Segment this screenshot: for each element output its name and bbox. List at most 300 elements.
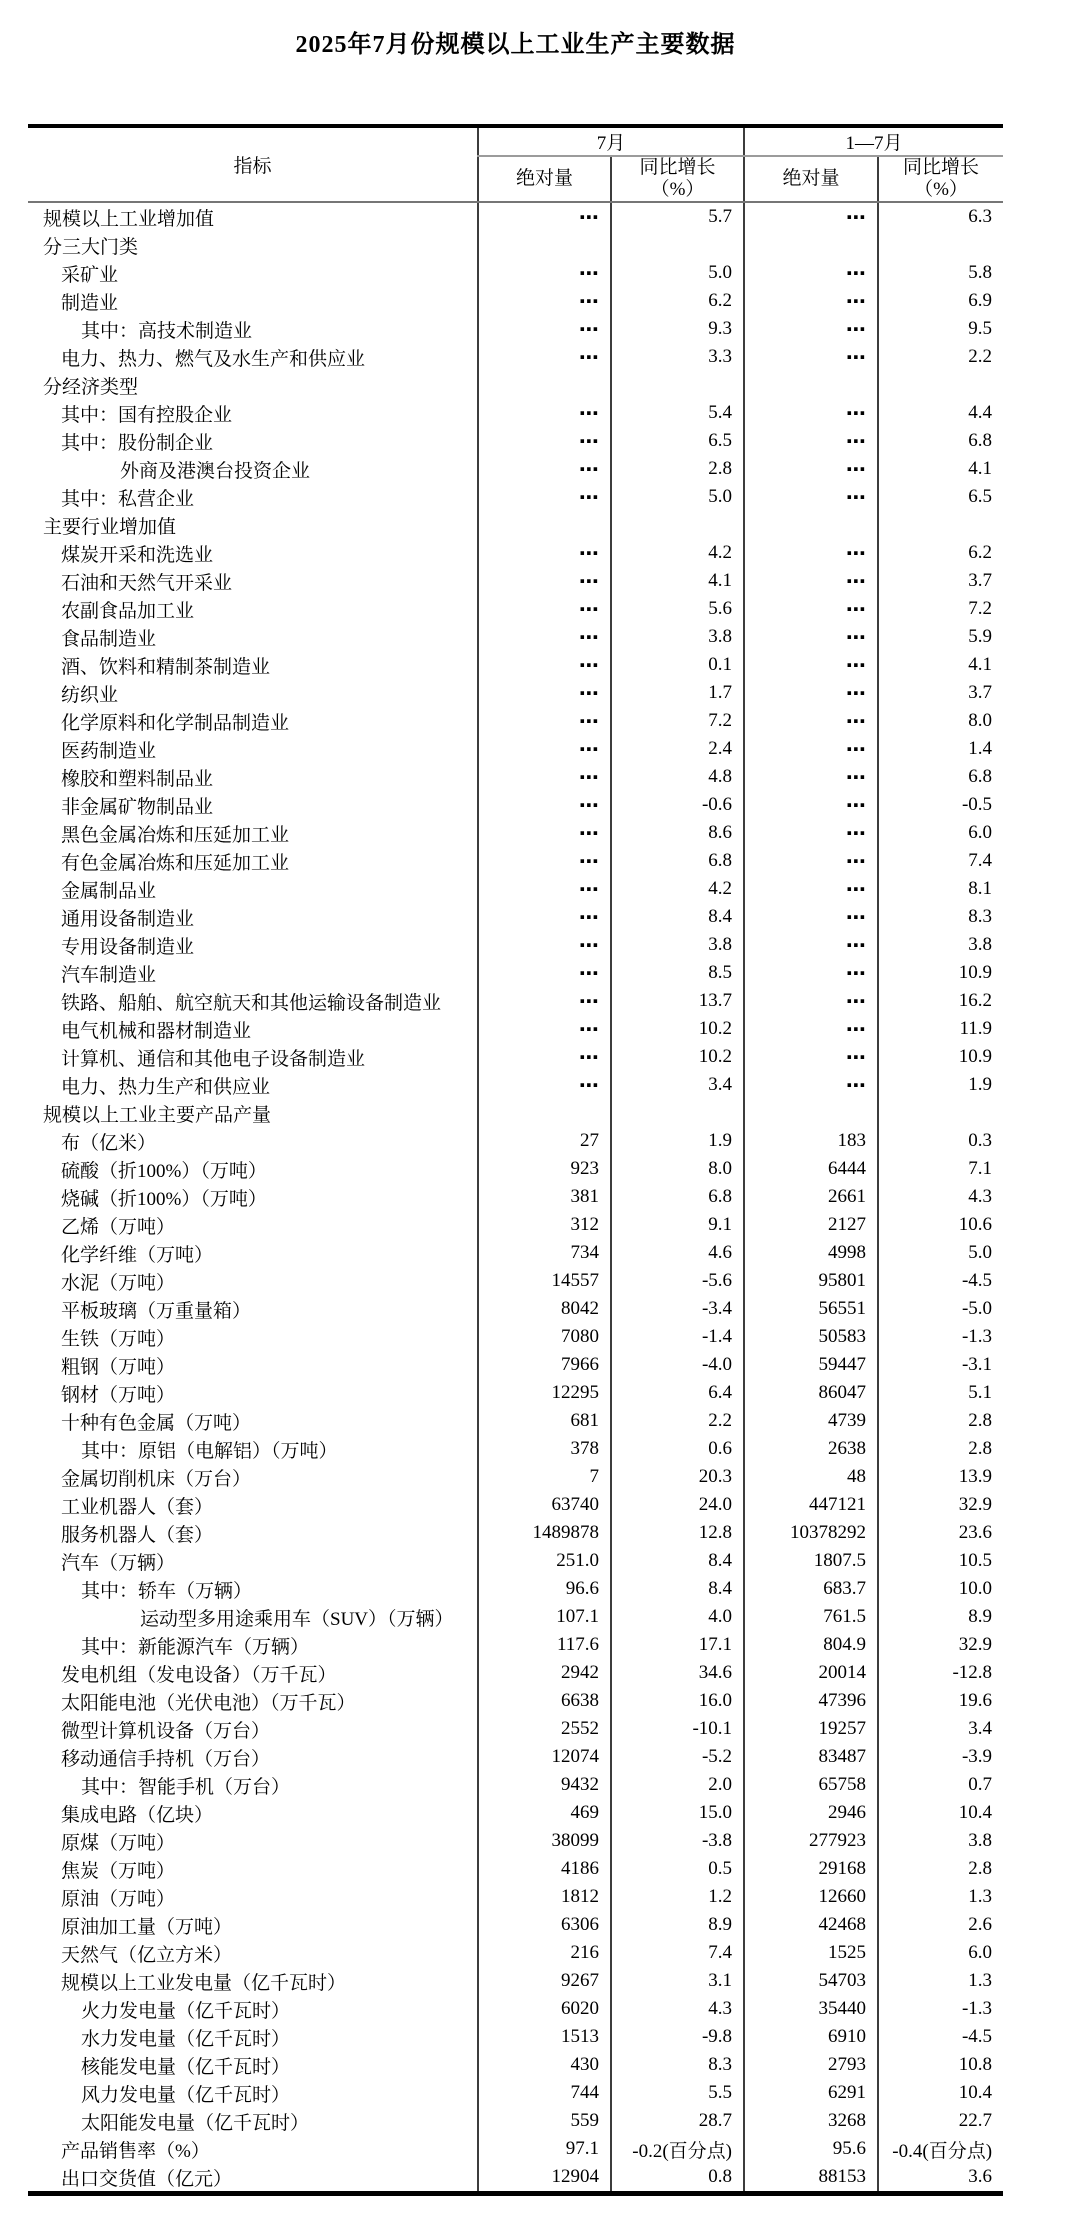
value-cell: 8.5 xyxy=(611,959,744,987)
value-cell: 10.0 xyxy=(878,1575,1003,1603)
table-row xyxy=(28,2107,1003,2135)
value-cell: 34.6 xyxy=(611,1659,744,1687)
value-cell: 65758 xyxy=(744,1771,878,1799)
table-row xyxy=(28,1379,1003,1407)
value-cell: 381 xyxy=(478,1183,611,1211)
table-row xyxy=(28,1407,1003,1435)
value-cell: 3.8 xyxy=(611,931,744,959)
value-cell: 4.1 xyxy=(878,455,1003,483)
value-cell: ⋯ xyxy=(744,399,878,427)
value-cell: 54703 xyxy=(744,1967,878,1995)
table-row xyxy=(28,371,1003,399)
value-cell: ⋯ xyxy=(478,483,611,511)
indicator-cell: 农副食品加工业 xyxy=(61,600,195,622)
header-cumulative-group: 1—7月 xyxy=(744,126,1003,156)
value-cell: ⋯ xyxy=(478,539,611,567)
value-cell: 430 xyxy=(478,2051,611,2079)
value-cell: -4.0 xyxy=(611,1351,744,1379)
value-cell: 5.0 xyxy=(878,1239,1003,1267)
value-cell: 4186 xyxy=(478,1855,611,1883)
value-cell: 13.9 xyxy=(878,1463,1003,1491)
table-row xyxy=(28,315,1003,343)
indicator-cell: 外商及港澳台投资企业 xyxy=(120,460,311,482)
table-row xyxy=(28,1183,1003,1211)
table-row xyxy=(28,1911,1003,1939)
indicator-cell: 制造业 xyxy=(61,292,119,314)
value-cell: ⋯ xyxy=(478,735,611,763)
value-cell: 3.1 xyxy=(611,1967,744,1995)
table-row xyxy=(28,1883,1003,1911)
table-row xyxy=(28,1043,1003,1071)
value-cell: 2793 xyxy=(744,2051,878,2079)
value-cell: 5.9 xyxy=(878,623,1003,651)
value-cell: 4.2 xyxy=(611,539,744,567)
value-cell: 4998 xyxy=(744,1239,878,1267)
indicator-cell: 其中：股份制企业 xyxy=(61,432,214,454)
value-cell: ⋯ xyxy=(744,875,878,903)
value-cell: -3.4 xyxy=(611,1295,744,1323)
value-cell: 15.0 xyxy=(611,1799,744,1827)
value-cell: -1.3 xyxy=(878,1323,1003,1351)
table-row xyxy=(28,1771,1003,1799)
value-cell: 5.5 xyxy=(611,2079,744,2107)
value-cell: 2.4 xyxy=(611,735,744,763)
value-cell xyxy=(478,511,611,539)
value-cell: 1489878 xyxy=(478,1519,611,1547)
indicator-cell: 集成电路（亿块） xyxy=(61,1804,214,1826)
value-cell: ⋯ xyxy=(744,707,878,735)
value-cell: 4.8 xyxy=(611,763,744,791)
table-row xyxy=(28,259,1003,287)
table-row xyxy=(28,763,1003,791)
table-body xyxy=(28,202,1003,2194)
value-cell: 8.1 xyxy=(878,875,1003,903)
value-cell: ⋯ xyxy=(478,1043,611,1071)
value-cell: 10.8 xyxy=(878,2051,1003,2079)
value-cell: ⋯ xyxy=(744,539,878,567)
table-row xyxy=(28,1855,1003,1883)
value-cell: 0.1 xyxy=(611,651,744,679)
header-yoy-line: 同比增长 xyxy=(639,157,716,178)
indicator-cell: 其中：高技术制造业 xyxy=(81,320,253,342)
table-row xyxy=(28,455,1003,483)
header-yoy-line: （%） xyxy=(914,179,968,200)
indicator-cell: 原煤（万吨） xyxy=(61,1832,176,1854)
value-cell: 9432 xyxy=(478,1771,611,1799)
value-cell: 10.6 xyxy=(878,1211,1003,1239)
value-cell: 35440 xyxy=(744,1995,878,2023)
value-cell: ⋯ xyxy=(744,427,878,455)
value-cell: ⋯ xyxy=(478,763,611,791)
value-cell: 88153 xyxy=(744,2163,878,2194)
value-cell: ⋯ xyxy=(478,343,611,371)
value-cell: 2127 xyxy=(744,1211,878,1239)
indicator-cell: 分经济类型 xyxy=(43,376,139,398)
value-cell: 2946 xyxy=(744,1799,878,1827)
table-row xyxy=(28,1323,1003,1351)
value-cell: 10.9 xyxy=(878,959,1003,987)
table-row xyxy=(28,1127,1003,1155)
value-cell: 48 xyxy=(744,1463,878,1491)
indicator-cell: 采矿业 xyxy=(61,264,119,286)
table-row xyxy=(28,399,1003,427)
value-cell xyxy=(611,1099,744,1127)
value-cell: ⋯ xyxy=(744,567,878,595)
value-cell: 59447 xyxy=(744,1351,878,1379)
indicator-cell: 金属制品业 xyxy=(61,880,157,902)
value-cell: 3.8 xyxy=(878,931,1003,959)
value-cell: 7 xyxy=(478,1463,611,1491)
table-row xyxy=(28,1267,1003,1295)
value-cell: 3.8 xyxy=(611,623,744,651)
value-cell: -3.8 xyxy=(611,1827,744,1855)
value-cell: -10.1 xyxy=(611,1715,744,1743)
indicator-cell: 非金属矿物制品业 xyxy=(61,796,214,818)
table-row xyxy=(28,202,1003,231)
value-cell xyxy=(744,371,878,399)
table-row xyxy=(28,679,1003,707)
value-cell: -5.6 xyxy=(611,1267,744,1295)
value-cell: 1807.5 xyxy=(744,1547,878,1575)
value-cell: 3.7 xyxy=(878,679,1003,707)
value-cell: 8.3 xyxy=(611,2051,744,2079)
value-cell: 8.9 xyxy=(878,1603,1003,1631)
indicator-cell: 水泥（万吨） xyxy=(61,1272,176,1294)
value-cell: 804.9 xyxy=(744,1631,878,1659)
value-cell: 3.6 xyxy=(878,2163,1003,2194)
value-cell: 95.6 xyxy=(744,2135,878,2163)
table-row xyxy=(28,1015,1003,1043)
indicator-cell: 工业机器人（套） xyxy=(61,1496,214,1518)
indicator-cell: 分三大门类 xyxy=(43,236,139,258)
value-cell: 14557 xyxy=(478,1267,611,1295)
value-cell: 27 xyxy=(478,1127,611,1155)
indicator-cell: 硫酸（折100%）（万吨） xyxy=(61,1160,267,1182)
value-cell: 2.8 xyxy=(878,1407,1003,1435)
indicator-cell: 计算机、通信和其他电子设备制造业 xyxy=(61,1048,366,1070)
indicator-cell: 太阳能电池（光伏电池）（万千瓦） xyxy=(61,1692,356,1714)
value-cell: 2.2 xyxy=(878,343,1003,371)
value-cell: ⋯ xyxy=(744,259,878,287)
indicator-cell: 微型计算机设备（万台） xyxy=(61,1720,271,1742)
table-row xyxy=(28,651,1003,679)
value-cell: 1525 xyxy=(744,1939,878,1967)
value-cell: ⋯ xyxy=(744,679,878,707)
value-cell: -3.1 xyxy=(878,1351,1003,1379)
value-cell: ⋯ xyxy=(744,987,878,1015)
value-cell: ⋯ xyxy=(478,707,611,735)
value-cell: 7080 xyxy=(478,1323,611,1351)
value-cell: 251.0 xyxy=(478,1547,611,1575)
value-cell: -3.9 xyxy=(878,1743,1003,1771)
value-cell: 469 xyxy=(478,1799,611,1827)
table-row xyxy=(28,1659,1003,1687)
value-cell: 3.7 xyxy=(878,567,1003,595)
value-cell: -4.5 xyxy=(878,1267,1003,1295)
value-cell: 2.0 xyxy=(611,1771,744,1799)
value-cell: 2552 xyxy=(478,1715,611,1743)
indicator-cell: 电气机械和器材制造业 xyxy=(61,1020,252,1042)
indicator-cell: 食品制造业 xyxy=(61,628,157,650)
value-cell xyxy=(744,231,878,259)
value-cell: 10.4 xyxy=(878,1799,1003,1827)
value-cell: 9267 xyxy=(478,1967,611,1995)
indicator-cell: 烧碱（折100%）（万吨） xyxy=(61,1188,267,1210)
value-cell: 19257 xyxy=(744,1715,878,1743)
value-cell: 6638 xyxy=(478,1687,611,1715)
value-cell: ⋯ xyxy=(744,202,878,231)
value-cell: 1.2 xyxy=(611,1883,744,1911)
value-cell: 6.8 xyxy=(878,763,1003,791)
value-cell: 10.4 xyxy=(878,2079,1003,2107)
indicator-cell: 有色金属冶炼和压延加工业 xyxy=(61,852,290,874)
value-cell: ⋯ xyxy=(744,287,878,315)
value-cell: ⋯ xyxy=(478,287,611,315)
value-cell: 3.8 xyxy=(878,1827,1003,1855)
value-cell: 4.0 xyxy=(611,1603,744,1631)
indicator-cell: 电力、热力、燃气及水生产和供应业 xyxy=(61,348,366,370)
value-cell: 32.9 xyxy=(878,1491,1003,1519)
indicator-cell: 其中：轿车（万辆） xyxy=(81,1580,253,1602)
value-cell: 378 xyxy=(478,1435,611,1463)
indicator-cell: 运动型多用途乘用车（SUV）（万辆） xyxy=(140,1608,454,1630)
table-row xyxy=(28,427,1003,455)
indicator-cell: 服务机器人（套） xyxy=(61,1524,214,1546)
value-cell: 7.2 xyxy=(878,595,1003,623)
value-cell: 107.1 xyxy=(478,1603,611,1631)
header-group-row xyxy=(28,126,1003,156)
value-cell: 63740 xyxy=(478,1491,611,1519)
value-cell: 16.0 xyxy=(611,1687,744,1715)
value-cell: 10.9 xyxy=(878,1043,1003,1071)
header-abs-month: 绝对量 xyxy=(478,156,611,202)
value-cell: 12660 xyxy=(744,1883,878,1911)
indicator-cell: 出口交货值（亿元） xyxy=(61,2168,233,2190)
value-cell: ⋯ xyxy=(478,987,611,1015)
value-cell xyxy=(611,511,744,539)
table-row xyxy=(28,707,1003,735)
value-cell: 10.2 xyxy=(611,1015,744,1043)
value-cell: 744 xyxy=(478,2079,611,2107)
value-cell: -1.4 xyxy=(611,1323,744,1351)
value-cell: 20014 xyxy=(744,1659,878,1687)
value-cell: 95801 xyxy=(744,1267,878,1295)
value-cell: 1.9 xyxy=(611,1127,744,1155)
header-abs-cumulative: 绝对量 xyxy=(744,156,878,202)
value-cell xyxy=(611,371,744,399)
page-title: 2025年7月份规模以上工业生产主要数据 xyxy=(295,32,736,58)
header-month-group: 7月 xyxy=(478,126,744,156)
value-cell: ⋯ xyxy=(744,931,878,959)
indicator-cell: 汽车制造业 xyxy=(61,964,157,986)
indicator-cell: 主要行业增加值 xyxy=(43,516,177,538)
table-row xyxy=(28,931,1003,959)
value-cell: -1.3 xyxy=(878,1995,1003,2023)
value-cell: 681 xyxy=(478,1407,611,1435)
value-cell: 6.5 xyxy=(878,483,1003,511)
value-cell: 7.4 xyxy=(878,847,1003,875)
table-row xyxy=(28,539,1003,567)
table-row xyxy=(28,1799,1003,1827)
value-cell: 13.7 xyxy=(611,987,744,1015)
indicator-cell: 酒、饮料和精制茶制造业 xyxy=(61,656,271,678)
value-cell: -0.2(百分点) xyxy=(611,2135,744,2163)
value-cell: 2661 xyxy=(744,1183,878,1211)
value-cell: 0.5 xyxy=(611,1855,744,1883)
value-cell: 47396 xyxy=(744,1687,878,1715)
value-cell: ⋯ xyxy=(478,399,611,427)
table-row xyxy=(28,1827,1003,1855)
value-cell: ⋯ xyxy=(744,791,878,819)
value-cell: 7.1 xyxy=(878,1155,1003,1183)
value-cell: 10378292 xyxy=(744,1519,878,1547)
indicator-cell: 天然气（亿立方米） xyxy=(61,1944,233,1966)
value-cell: 1.3 xyxy=(878,1883,1003,1911)
value-cell: 5.7 xyxy=(611,202,744,231)
value-cell: 6.2 xyxy=(611,287,744,315)
indicator-cell: 核能发电量（亿千瓦时） xyxy=(81,2056,291,2078)
value-cell: 24.0 xyxy=(611,1491,744,1519)
table-row xyxy=(28,1631,1003,1659)
value-cell: -9.8 xyxy=(611,2023,744,2051)
indicator-cell: 通用设备制造业 xyxy=(61,908,195,930)
indicator-cell: 水力发电量（亿千瓦时） xyxy=(81,2028,291,2050)
value-cell: 12904 xyxy=(478,2163,611,2194)
header-indicator: 指标 xyxy=(28,126,478,202)
value-cell: ⋯ xyxy=(478,455,611,483)
header-yoy-month xyxy=(611,156,744,202)
value-cell: 6.8 xyxy=(611,847,744,875)
table-row xyxy=(28,287,1003,315)
value-cell: ⋯ xyxy=(478,259,611,287)
value-cell: -12.8 xyxy=(878,1659,1003,1687)
table-row xyxy=(28,1575,1003,1603)
value-cell: 8.3 xyxy=(878,903,1003,931)
indicator-cell: 平板玻璃（万重量箱） xyxy=(61,1300,252,1322)
value-cell: ⋯ xyxy=(744,903,878,931)
value-cell: 42468 xyxy=(744,1911,878,1939)
value-cell: 2.8 xyxy=(878,1855,1003,1883)
value-cell: -0.6 xyxy=(611,791,744,819)
value-cell: 4.1 xyxy=(878,651,1003,679)
value-cell: 5.1 xyxy=(878,1379,1003,1407)
value-cell: 1.3 xyxy=(878,1967,1003,1995)
table-row xyxy=(28,511,1003,539)
value-cell: ⋯ xyxy=(744,1043,878,1071)
value-cell: ⋯ xyxy=(744,651,878,679)
value-cell: 11.9 xyxy=(878,1015,1003,1043)
indicator-cell: 发电机组（发电设备）（万千瓦） xyxy=(61,1664,337,1686)
table-row xyxy=(28,2023,1003,2051)
indicator-cell: 汽车（万辆） xyxy=(61,1552,176,1574)
indicator-cell: 产品销售率（%） xyxy=(61,2140,210,2162)
value-cell: ⋯ xyxy=(478,903,611,931)
value-cell: 3268 xyxy=(744,2107,878,2135)
value-cell: ⋯ xyxy=(744,623,878,651)
value-cell: 6.0 xyxy=(878,1939,1003,1967)
value-cell: ⋯ xyxy=(478,1015,611,1043)
value-cell: -0.4(百分点) xyxy=(878,2135,1003,2163)
table-row xyxy=(28,1351,1003,1379)
value-cell: ⋯ xyxy=(744,763,878,791)
value-cell: 683.7 xyxy=(744,1575,878,1603)
indicator-cell: 纺织业 xyxy=(61,684,119,706)
value-cell: 117.6 xyxy=(478,1631,611,1659)
value-cell: 3.4 xyxy=(878,1715,1003,1743)
value-cell: 4.6 xyxy=(611,1239,744,1267)
table-row xyxy=(28,875,1003,903)
value-cell: ⋯ xyxy=(478,595,611,623)
indicator-cell: 专用设备制造业 xyxy=(61,936,195,958)
table-row xyxy=(28,735,1003,763)
value-cell: 5.0 xyxy=(611,259,744,287)
table-header xyxy=(28,126,1003,202)
indicator-cell: 铁路、船舶、航空航天和其他运输设备制造业 xyxy=(61,992,442,1014)
value-cell: ⋯ xyxy=(744,819,878,847)
value-cell: 8.9 xyxy=(611,1911,744,1939)
value-cell: ⋯ xyxy=(478,651,611,679)
value-cell: 1812 xyxy=(478,1883,611,1911)
value-cell: ⋯ xyxy=(478,1071,611,1099)
table-row xyxy=(28,2051,1003,2079)
table-row xyxy=(28,1939,1003,1967)
value-cell xyxy=(744,511,878,539)
table-row xyxy=(28,2163,1003,2194)
indicator-cell: 其中：私营企业 xyxy=(61,488,195,510)
table-row xyxy=(28,1687,1003,1715)
value-cell: ⋯ xyxy=(478,931,611,959)
value-cell xyxy=(878,231,1003,259)
value-cell: 8.0 xyxy=(878,707,1003,735)
indicator-cell: 规模以上工业主要产品产量 xyxy=(43,1104,272,1126)
value-cell: 9.3 xyxy=(611,315,744,343)
value-cell: 22.7 xyxy=(878,2107,1003,2135)
header-yoy-cumulative xyxy=(878,156,1003,202)
indicator-cell: 规模以上工业增加值 xyxy=(43,208,215,230)
indicator-cell: 规模以上工业发电量（亿千瓦时） xyxy=(61,1972,347,1994)
indicator-cell: 其中：新能源汽车（万辆） xyxy=(81,1636,310,1658)
value-cell: 6.8 xyxy=(611,1183,744,1211)
value-cell: 3.4 xyxy=(611,1071,744,1099)
value-cell: 12.8 xyxy=(611,1519,744,1547)
value-cell: 277923 xyxy=(744,1827,878,1855)
indicator-cell: 其中：原铝（电解铝）（万吨） xyxy=(81,1440,338,1462)
indicator-cell: 乙烯（万吨） xyxy=(61,1216,176,1238)
indicator-cell: 其中：国有控股企业 xyxy=(61,404,233,426)
header-yoy-line: 同比增长 xyxy=(903,157,980,178)
value-cell: 0.3 xyxy=(878,1127,1003,1155)
indicator-cell: 太阳能发电量（亿千瓦时） xyxy=(81,2112,310,2134)
value-cell: 559 xyxy=(478,2107,611,2135)
table-row xyxy=(28,1295,1003,1323)
value-cell: 1.7 xyxy=(611,679,744,707)
indicator-cell: 医药制造业 xyxy=(61,740,157,762)
indicator-cell: 金属切削机床（万台） xyxy=(61,1468,252,1490)
value-cell: 16.2 xyxy=(878,987,1003,1015)
value-cell: ⋯ xyxy=(478,427,611,455)
table-row xyxy=(28,595,1003,623)
value-cell xyxy=(878,371,1003,399)
value-cell: 8.6 xyxy=(611,819,744,847)
indicator-cell: 粗钢（万吨） xyxy=(61,1356,176,1378)
value-cell: ⋯ xyxy=(744,315,878,343)
table-row xyxy=(28,791,1003,819)
table-row xyxy=(28,1099,1003,1127)
value-cell: 83487 xyxy=(744,1743,878,1771)
value-cell: ⋯ xyxy=(478,315,611,343)
value-cell: 4.4 xyxy=(878,399,1003,427)
value-cell: ⋯ xyxy=(744,595,878,623)
